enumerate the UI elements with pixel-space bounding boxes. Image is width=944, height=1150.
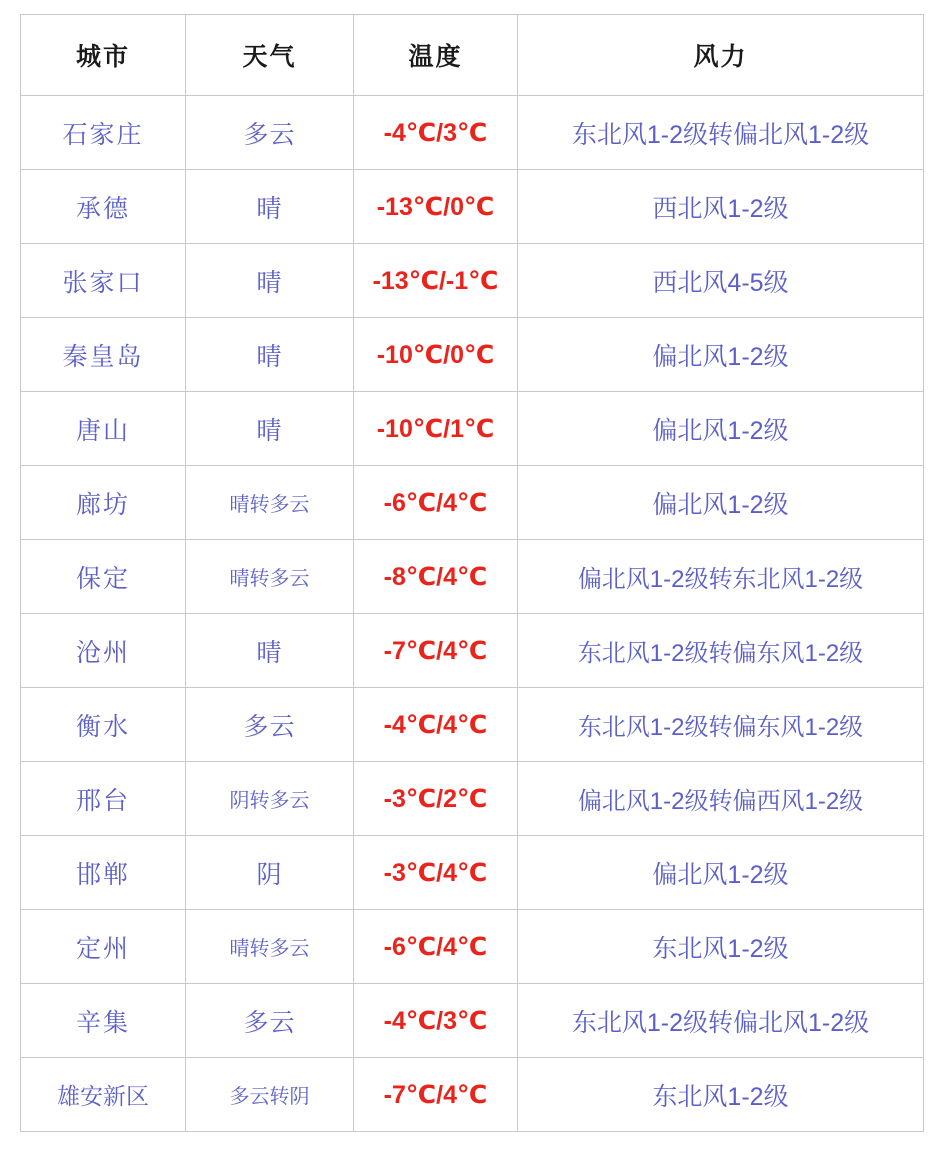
column-header-city: 城市 [21, 15, 186, 96]
table-row [21, 96, 924, 170]
cell-temperature: -10℃/0℃ [354, 318, 518, 392]
table-row [21, 392, 924, 466]
table-row [21, 910, 924, 984]
table-row [21, 170, 924, 244]
cell-wind: 偏北风1-2级转东北风1-2级 [518, 540, 924, 614]
cell-wind: 东北风1-2级转偏北风1-2级 [518, 984, 924, 1058]
cell-city: 辛集 [21, 984, 186, 1058]
table-body [21, 96, 924, 1132]
cell-weather: 多云 [186, 96, 354, 170]
cell-temperature: -6℃/4℃ [354, 910, 518, 984]
table-row [21, 466, 924, 540]
cell-temperature: -3℃/4℃ [354, 836, 518, 910]
cell-temperature: -4℃/3℃ [354, 96, 518, 170]
table-row [21, 836, 924, 910]
cell-temperature: -7℃/4℃ [354, 1058, 518, 1132]
cell-weather: 多云 [186, 688, 354, 762]
cell-weather: 晴转多云 [186, 466, 354, 540]
cell-weather: 阴转多云 [186, 762, 354, 836]
column-header-temperature: 温度 [354, 15, 518, 96]
cell-weather: 多云转阴 [186, 1058, 354, 1132]
table-row [21, 244, 924, 318]
cell-city: 沧州 [21, 614, 186, 688]
cell-weather: 晴 [186, 244, 354, 318]
cell-wind: 东北风1-2级 [518, 910, 924, 984]
cell-weather: 晴 [186, 170, 354, 244]
cell-wind: 偏北风1-2级 [518, 392, 924, 466]
cell-city: 定州 [21, 910, 186, 984]
cell-wind: 偏北风1-2级 [518, 318, 924, 392]
cell-wind: 偏北风1-2级 [518, 836, 924, 910]
table-row [21, 762, 924, 836]
cell-temperature: -4℃/4℃ [354, 688, 518, 762]
cell-city: 邯郸 [21, 836, 186, 910]
cell-wind: 东北风1-2级转偏东风1-2级 [518, 688, 924, 762]
cell-city: 廊坊 [21, 466, 186, 540]
cell-temperature: -7℃/4℃ [354, 614, 518, 688]
cell-city: 邢台 [21, 762, 186, 836]
table-header [21, 15, 924, 96]
cell-wind: 西北风1-2级 [518, 170, 924, 244]
cell-temperature: -3℃/2℃ [354, 762, 518, 836]
cell-weather: 晴 [186, 318, 354, 392]
cell-city: 石家庄 [21, 96, 186, 170]
table-row [21, 614, 924, 688]
cell-temperature: -6℃/4℃ [354, 466, 518, 540]
cell-city: 唐山 [21, 392, 186, 466]
table-row [21, 984, 924, 1058]
cell-weather: 晴转多云 [186, 540, 354, 614]
cell-temperature: -8℃/4℃ [354, 540, 518, 614]
cell-weather: 晴 [186, 392, 354, 466]
cell-wind: 东北风1-2级转偏北风1-2级 [518, 96, 924, 170]
cell-city: 雄安新区 [21, 1058, 186, 1132]
cell-wind: 东北风1-2级 [518, 1058, 924, 1132]
column-header-wind: 风力 [518, 15, 924, 96]
cell-weather: 晴 [186, 614, 354, 688]
table-row [21, 688, 924, 762]
cell-weather: 阴 [186, 836, 354, 910]
cell-wind: 偏北风1-2级 [518, 466, 924, 540]
cell-temperature: -13℃/0℃ [354, 170, 518, 244]
table-header-row [21, 15, 924, 96]
cell-temperature: -10℃/1℃ [354, 392, 518, 466]
city-weather-table [20, 14, 924, 1132]
table-row [21, 318, 924, 392]
table-row [21, 540, 924, 614]
cell-weather: 多云 [186, 984, 354, 1058]
cell-weather: 晴转多云 [186, 910, 354, 984]
cell-city: 秦皇岛 [21, 318, 186, 392]
cell-wind: 偏北风1-2级转偏西风1-2级 [518, 762, 924, 836]
cell-city: 承德 [21, 170, 186, 244]
cell-city: 衡水 [21, 688, 186, 762]
column-header-weather: 天气 [186, 15, 354, 96]
cell-wind: 东北风1-2级转偏东风1-2级 [518, 614, 924, 688]
cell-temperature: -4℃/3℃ [354, 984, 518, 1058]
table-row [21, 1058, 924, 1132]
cell-city: 张家口 [21, 244, 186, 318]
cell-wind: 西北风4-5级 [518, 244, 924, 318]
cell-city: 保定 [21, 540, 186, 614]
cell-temperature: -13℃/-1℃ [354, 244, 518, 318]
